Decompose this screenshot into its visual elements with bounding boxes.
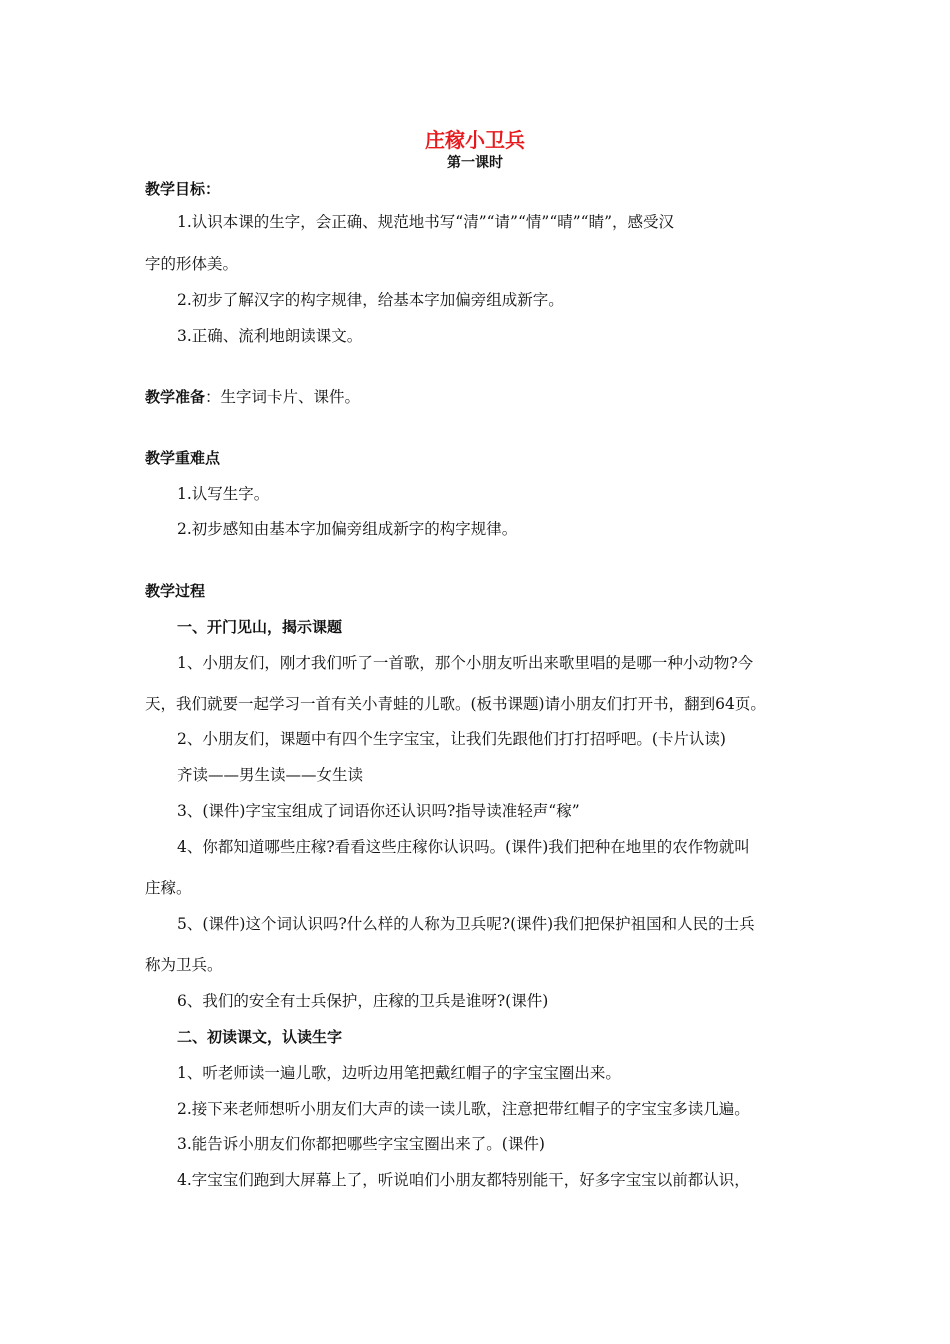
preparation-line [145,387,360,407]
paragraph: 3、(课件)字宝宝组成了词语你还认识吗?指导读准轻声“稼” [177,802,580,820]
preparation-heading: 教学准备 [145,388,206,406]
objective-item: 3.正确、流利地朗读课文。 [177,327,363,345]
objective-item-continued: 字的形体美。 [145,255,239,273]
process-heading: 教学过程 [145,582,206,600]
objectives-heading: 教学目标： [145,180,221,198]
key-points-heading: 教学重难点 [145,449,221,467]
paragraph: 4、你都知道哪些庄稼?看看这些庄稼你认识吗。(课件)我们把种在地里的农作物就叫 [177,838,750,856]
key-point-item: 1.认写生字。 [177,485,270,503]
paragraph: 1、小朋友们，刚才我们听了一首歌，那个小朋友听出来歌里唱的是哪一种小动物?今 [177,654,754,672]
preparation-text: ：生字词卡片、课件。 [205,388,361,406]
section-heading: 二、初读课文，认读生字 [177,1028,343,1046]
paragraph: 2.接下来老师想听小朋友们大声的读一读儿歌，注意把带红帽子的字宝宝多读几遍。 [177,1100,750,1118]
paragraph-continued: 庄稼。 [145,879,192,897]
paragraph: 4.字宝宝们跑到大屏幕上了，听说咱们小朋友都特别能干，好多字宝宝以前都认识， [177,1171,750,1189]
key-point-item: 2.初步感知由基本字加偏旁组成新字的构字规律。 [177,520,518,538]
paragraph: 3.能告诉小朋友们你都把哪些字宝宝圈出来了。(课件) [177,1135,545,1153]
lesson-subtitle: 第一课时 [447,155,503,171]
section-heading: 一、开门见山，揭示课题 [177,618,343,636]
objective-item: 2.初步了解汉字的构字规律，给基本字加偏旁组成新字。 [177,291,564,309]
paragraph-continued: 天，我们就要一起学习一首有关小青蛙的儿歌。(板书课题)请小朋友们打开书，翻到64页。 [145,695,766,713]
paragraph: 5、(课件)这个词认识吗?什么样的人称为卫兵呢?(课件)我们把保护祖国和人民的士兵 [177,915,755,933]
paragraph-continued: 称为卫兵。 [145,956,223,974]
paragraph: 齐读——男生读——女生读 [177,766,364,784]
objective-item: 1.认识本课的生字，会正确、规范地书写“清”“请”“情”“晴”“睛”，感受汉 [177,213,675,231]
paragraph: 6、我们的安全有士兵保护，庄稼的卫兵是谁呀?(课件) [177,992,549,1010]
paragraph: 1、听老师读一遍儿歌，边听边用笔把戴红帽子的字宝宝圈出来。 [177,1064,621,1082]
paragraph: 2、小朋友们，课题中有四个生字宝宝，让我们先跟他们打打招呼吧。(卡片认读) [177,730,726,748]
page-title: 庄稼小卫兵 [425,128,525,152]
